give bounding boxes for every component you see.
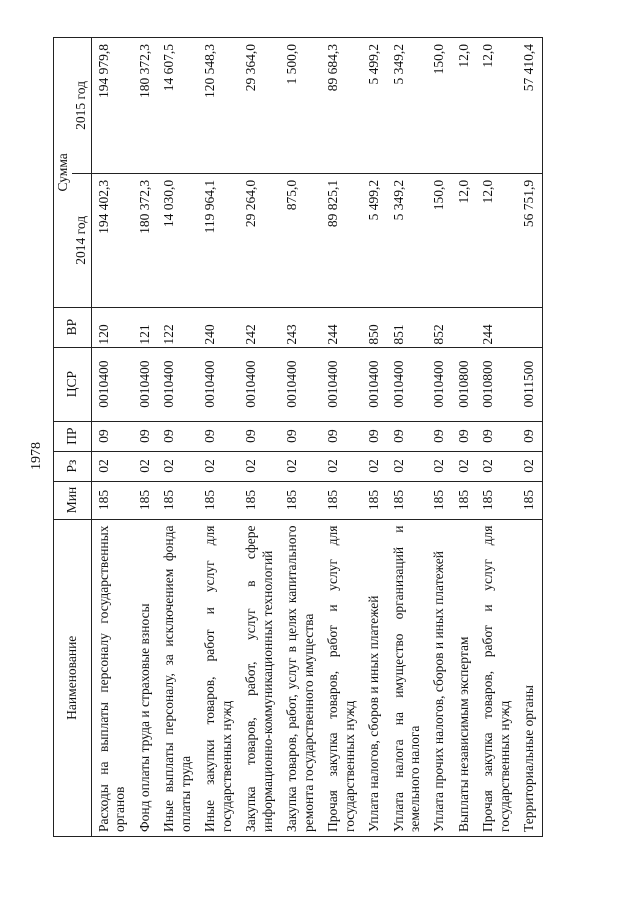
cell-pr: 09: [239, 421, 280, 451]
cell-pr: 09: [157, 421, 198, 451]
cell-rz: 02: [427, 451, 451, 481]
cell-csr: 0010400: [362, 347, 386, 421]
header-csr: ЦСР: [54, 347, 92, 421]
cell-y2014: 180 372,3: [133, 173, 157, 307]
cell-name: Уплата налога на имущество организаций и земельного налога: [387, 519, 428, 836]
cell-y2014: 29 264,0: [239, 173, 280, 307]
cell-vr: 122: [157, 307, 198, 347]
table-row: [321, 38, 362, 837]
cell-csr: 0010400: [427, 347, 451, 421]
cell-name: Закупка товаров, работ, услуг в сфере информационно-коммуникационных технологий: [239, 519, 280, 836]
cell-y2014: 12,0: [476, 173, 517, 307]
cell-vr: 242: [239, 307, 280, 347]
cell-min: 185: [91, 481, 132, 519]
table-row: [362, 38, 386, 837]
cell-rz: 02: [198, 451, 239, 481]
cell-pr: 09: [427, 421, 451, 451]
cell-min: 185: [157, 481, 198, 519]
header-rz: Рз: [54, 451, 92, 481]
cell-pr: 09: [280, 421, 321, 451]
cell-min: 185: [321, 481, 362, 519]
cell-vr: [452, 307, 476, 347]
cell-name: Уплата налогов, сборов и иных платежей: [362, 519, 386, 836]
header-name: Наименование: [54, 519, 92, 836]
budget-table-rotated: [53, 37, 565, 837]
cell-csr: 0011500: [517, 347, 542, 421]
cell-min: 185: [239, 481, 280, 519]
cell-vr: 240: [198, 307, 239, 347]
cell-rz: 02: [280, 451, 321, 481]
cell-rz: 02: [476, 451, 517, 481]
cell-name: Расходы на выплаты персоналу государственных органов: [91, 519, 132, 836]
cell-y2015: 120 548,3: [198, 38, 239, 174]
header-pr: ПР: [54, 421, 92, 451]
header-vr: ВР: [54, 307, 92, 347]
table-body: [91, 38, 542, 837]
table-row: [517, 38, 542, 837]
table-row: [198, 38, 239, 837]
page-number: 1978: [29, 442, 44, 470]
cell-name: Фонд оплаты труда и страховые взносы: [133, 519, 157, 836]
cell-y2015: 5 349,2: [387, 38, 428, 174]
table-row: [157, 38, 198, 837]
cell-min: 185: [476, 481, 517, 519]
table-header: [54, 38, 92, 837]
cell-rz: 02: [362, 451, 386, 481]
cell-min: 185: [362, 481, 386, 519]
header-2014: 2014 год: [72, 173, 91, 307]
cell-min: 185: [387, 481, 428, 519]
cell-name: Закупка товаров, работ, услуг в целях капитального ремонта государственного имущества: [280, 519, 321, 836]
cell-y2014: 875,0: [280, 173, 321, 307]
cell-min: 185: [427, 481, 451, 519]
cell-vr: 120: [91, 307, 132, 347]
cell-vr: 243: [280, 307, 321, 347]
cell-name: Иные закупки товаров, работ и услуг для государственных нужд: [198, 519, 239, 836]
cell-y2014: 150,0: [427, 173, 451, 307]
cell-name: Прочая закупка товаров, работ и услуг для государственных нужд: [476, 519, 517, 836]
cell-y2014: 89 825,1: [321, 173, 362, 307]
cell-y2014: 14 030,0: [157, 173, 198, 307]
cell-y2014: 56 751,9: [517, 173, 542, 307]
cell-y2015: 29 364,0: [239, 38, 280, 174]
cell-csr: 0010400: [91, 347, 132, 421]
table-row: [239, 38, 280, 837]
cell-pr: 09: [91, 421, 132, 451]
cell-y2015: 57 410,4: [517, 38, 542, 174]
table-row: [476, 38, 517, 837]
cell-csr: 0010400: [239, 347, 280, 421]
cell-pr: 09: [133, 421, 157, 451]
cell-csr: 0010400: [321, 347, 362, 421]
cell-vr: 244: [321, 307, 362, 347]
cell-rz: 02: [239, 451, 280, 481]
cell-name: Территориальные органы: [517, 519, 542, 836]
cell-rz: 02: [321, 451, 362, 481]
cell-pr: 09: [476, 421, 517, 451]
cell-y2014: 194 402,3: [91, 173, 132, 307]
cell-csr: 0010400: [280, 347, 321, 421]
cell-min: 185: [133, 481, 157, 519]
cell-vr: [517, 307, 542, 347]
table-row: [452, 38, 476, 837]
cell-y2015: 194 979,8: [91, 38, 132, 174]
cell-vr: 850: [362, 307, 386, 347]
cell-csr: 0010800: [476, 347, 517, 421]
cell-csr: 0010400: [387, 347, 428, 421]
cell-y2015: 12,0: [476, 38, 517, 174]
cell-pr: 09: [387, 421, 428, 451]
cell-y2015: 150,0: [427, 38, 451, 174]
cell-vr: 851: [387, 307, 428, 347]
budget-table: [53, 37, 543, 837]
table-row: [387, 38, 428, 837]
cell-name: Иные выплаты персоналу, за исключением фонда оплаты труда: [157, 519, 198, 836]
cell-y2015: 1 500,0: [280, 38, 321, 174]
cell-name: Выплаты независимым экспертам: [452, 519, 476, 836]
cell-min: 185: [198, 481, 239, 519]
cell-vr: 852: [427, 307, 451, 347]
header-2015: 2015 год: [72, 38, 91, 174]
cell-csr: 0010400: [198, 347, 239, 421]
cell-name: Уплата прочих налогов, сборов и иных платежей: [427, 519, 451, 836]
cell-min: 185: [517, 481, 542, 519]
cell-rz: 02: [452, 451, 476, 481]
cell-y2015: 89 684,3: [321, 38, 362, 174]
cell-y2015: 12,0: [452, 38, 476, 174]
cell-y2015: 5 499,2: [362, 38, 386, 174]
cell-y2015: 180 372,3: [133, 38, 157, 174]
cell-pr: 09: [321, 421, 362, 451]
cell-csr: 0010400: [133, 347, 157, 421]
cell-rz: 02: [133, 451, 157, 481]
cell-y2014: 5 349,2: [387, 173, 428, 307]
cell-csr: 0010400: [157, 347, 198, 421]
cell-pr: 09: [362, 421, 386, 451]
table-row: [280, 38, 321, 837]
cell-pr: 09: [452, 421, 476, 451]
cell-vr: 244: [476, 307, 517, 347]
table-row: [427, 38, 451, 837]
cell-vr: 121: [133, 307, 157, 347]
header-sum: Сумма: [54, 38, 73, 308]
cell-rz: 02: [517, 451, 542, 481]
cell-y2015: 14 607,5: [157, 38, 198, 174]
cell-y2014: 12,0: [452, 173, 476, 307]
header-min: Мин: [54, 481, 92, 519]
table-row: [133, 38, 157, 837]
cell-csr: 0010800: [452, 347, 476, 421]
cell-min: 185: [452, 481, 476, 519]
cell-pr: 09: [198, 421, 239, 451]
cell-rz: 02: [91, 451, 132, 481]
cell-y2014: 5 499,2: [362, 173, 386, 307]
cell-rz: 02: [157, 451, 198, 481]
cell-pr: 09: [517, 421, 542, 451]
cell-rz: 02: [387, 451, 428, 481]
cell-min: 185: [280, 481, 321, 519]
cell-name: Прочая закупка товаров, работ и услуг для государственных нужд: [321, 519, 362, 836]
cell-y2014: 119 964,1: [198, 173, 239, 307]
table-row: [91, 38, 132, 837]
